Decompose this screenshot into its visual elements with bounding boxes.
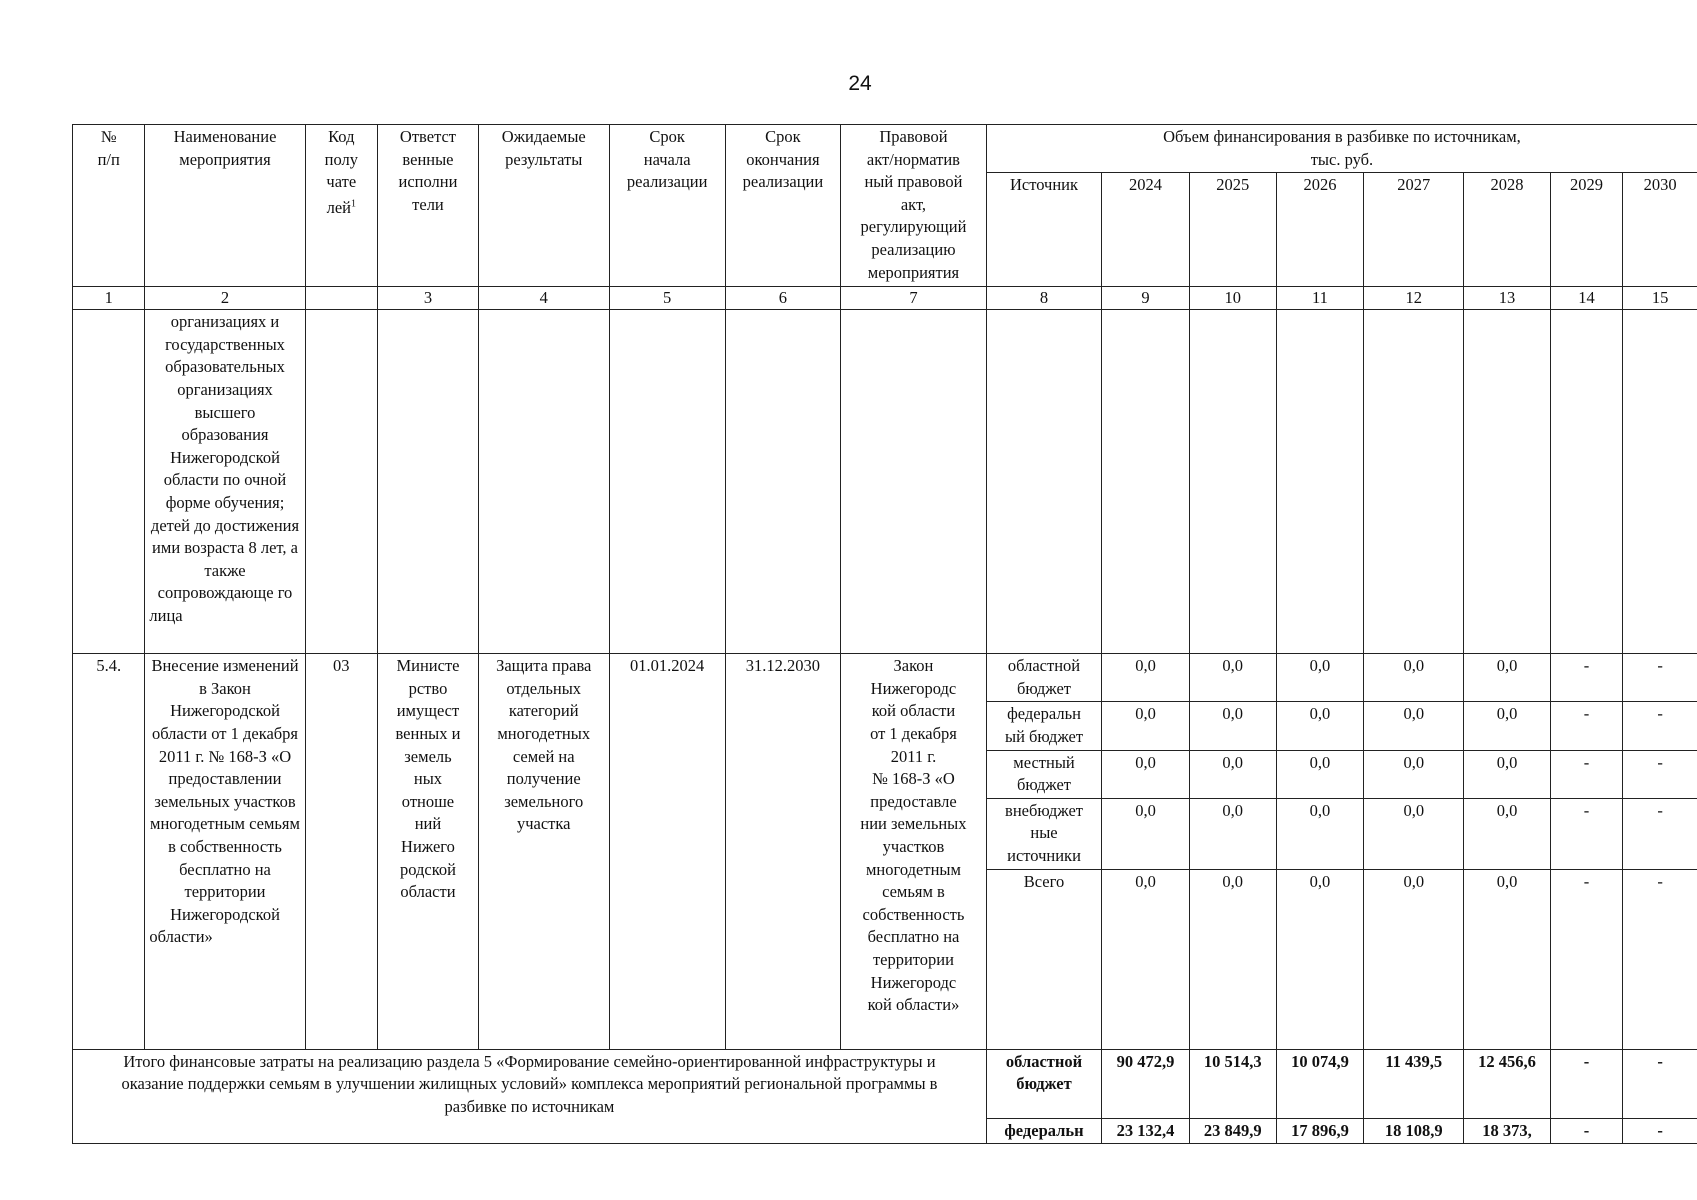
index-cell — [305, 287, 377, 310]
totals-value-cell: 23 132,4 — [1102, 1118, 1190, 1144]
header-responsible: Ответст венные исполни тели — [378, 125, 479, 287]
activity-source-row — [73, 654, 1697, 702]
totals-value-cell: - — [1550, 1049, 1622, 1118]
index-cell: 14 — [1550, 287, 1622, 310]
index-cell: 8 — [986, 287, 1101, 310]
index-cell: 3 — [378, 287, 479, 310]
value-cell: - — [1550, 750, 1622, 798]
activity-code: 03 — [305, 654, 377, 1049]
empty-cell — [1550, 310, 1622, 654]
activity-responsible: Министе рство имущест венных и земель ных отноше ний Нижего родской области — [378, 654, 479, 1049]
value-cell: - — [1550, 869, 1622, 1049]
totals-value-cell: 17 896,9 — [1276, 1118, 1364, 1144]
totals-label: Итого финансовые затраты на реализацию раздела 5 «Формирование семейно-ориентированной инфраструктуры и оказание поддержки семьям в улучшении жилищных условий» комплекса мероприятий региональной программы в разбивке по источникам — [73, 1049, 987, 1144]
header-year: 2029 — [1550, 173, 1622, 287]
header-code — [305, 125, 377, 287]
totals-source-cell: областной бюджет — [986, 1049, 1101, 1118]
value-cell: - — [1623, 654, 1697, 702]
index-cell: 9 — [1102, 287, 1190, 310]
value-cell: 0,0 — [1189, 750, 1276, 798]
header-year: 2030 — [1623, 173, 1697, 287]
empty-cell — [1623, 310, 1697, 654]
totals-row — [73, 1049, 1697, 1118]
header-name: Наименование мероприятия — [145, 125, 305, 287]
empty-cell — [986, 310, 1101, 654]
source-cell: местный бюджет — [986, 750, 1101, 798]
empty-cell — [609, 310, 725, 654]
value-cell: 0,0 — [1276, 750, 1364, 798]
value-cell: 0,0 — [1102, 869, 1190, 1049]
value-cell: 0,0 — [1276, 798, 1364, 869]
header-number: № п/п — [73, 125, 145, 287]
value-cell: 0,0 — [1276, 702, 1364, 750]
header-funding: Объем финансирования в разбивке по источникам, тыс. руб. — [986, 125, 1697, 173]
value-cell: 0,0 — [1464, 654, 1551, 702]
empty-cell — [1276, 310, 1364, 654]
value-cell: 0,0 — [1464, 869, 1551, 1049]
totals-value-cell: 18 108,9 — [1364, 1118, 1464, 1144]
activity-name: Внесение изменений в Закон Нижегородской области от 1 декабря 2011 г. № 168-З «О предоставлении земельных участков многодетным семьям в собственность бесплатно на территории Нижегородской области» — [145, 654, 305, 1049]
index-cell: 15 — [1623, 287, 1697, 310]
value-cell: 0,0 — [1364, 798, 1464, 869]
source-cell: внебюджет ные источники — [986, 798, 1101, 869]
empty-cell — [73, 310, 145, 654]
value-cell: 0,0 — [1464, 750, 1551, 798]
index-cell: 1 — [73, 287, 145, 310]
index-cell: 5 — [609, 287, 725, 310]
header-start: Срок начала реализации — [609, 125, 725, 287]
value-cell: - — [1550, 654, 1622, 702]
source-cell: областной бюджет — [986, 654, 1101, 702]
totals-value-cell: 12 456,6 — [1464, 1049, 1551, 1118]
index-cell: 6 — [725, 287, 840, 310]
empty-cell — [1364, 310, 1464, 654]
empty-cell — [378, 310, 479, 654]
value-cell: - — [1623, 750, 1697, 798]
continuation-row — [73, 310, 1697, 654]
index-cell: 4 — [478, 287, 609, 310]
financing-table — [72, 124, 1697, 1144]
value-cell: 0,0 — [1464, 798, 1551, 869]
header-year: 2025 — [1189, 173, 1276, 287]
value-cell: 0,0 — [1102, 750, 1190, 798]
index-cell: 13 — [1464, 287, 1551, 310]
totals-source-cell: федеральн — [986, 1118, 1101, 1144]
value-cell: 0,0 — [1276, 654, 1364, 702]
empty-cell — [1464, 310, 1551, 654]
value-cell: 0,0 — [1189, 654, 1276, 702]
index-cell: 10 — [1189, 287, 1276, 310]
header-year: 2027 — [1364, 173, 1464, 287]
value-cell: 0,0 — [1102, 702, 1190, 750]
activity-expected: Защита права отдельных категорий многодетных семей на получение земельного участка — [478, 654, 609, 1049]
totals-value-cell: 10 514,3 — [1189, 1049, 1276, 1118]
value-cell: 0,0 — [1189, 702, 1276, 750]
value-cell: - — [1623, 869, 1697, 1049]
value-cell: 0,0 — [1189, 869, 1276, 1049]
totals-value-cell: 18 373, — [1464, 1118, 1551, 1144]
empty-cell — [478, 310, 609, 654]
activity-end: 31.12.2030 — [725, 654, 840, 1049]
value-cell: 0,0 — [1102, 798, 1190, 869]
totals-value-cell: - — [1550, 1118, 1622, 1144]
activity-number: 5.4. — [73, 654, 145, 1049]
totals-value-cell: 90 472,9 — [1102, 1049, 1190, 1118]
value-cell: 0,0 — [1276, 869, 1364, 1049]
index-cell: 12 — [1364, 287, 1464, 310]
header-year: 2024 — [1102, 173, 1190, 287]
value-cell: - — [1550, 798, 1622, 869]
source-cell: Всего — [986, 869, 1101, 1049]
source-cell: федеральн ый бюджет — [986, 702, 1101, 750]
empty-cell — [305, 310, 377, 654]
value-cell: - — [1623, 702, 1697, 750]
index-cell: 11 — [1276, 287, 1364, 310]
totals-value-cell: 10 074,9 — [1276, 1049, 1364, 1118]
value-cell: 0,0 — [1364, 750, 1464, 798]
header-source: Источник — [986, 173, 1101, 287]
totals-value-cell: - — [1623, 1049, 1697, 1118]
header-code-text: Код полу чате лей$^1$ — [324, 127, 358, 218]
value-cell: 0,0 — [1364, 702, 1464, 750]
continuation-name: организациях и государственных образовательных организациях высшего образования Нижегородской области по очной форме обучения; детей до достижения ими возраста 8 лет, а также сопровождающе го лица — [145, 310, 305, 654]
empty-cell — [1102, 310, 1190, 654]
totals-value-cell: 23 849,9 — [1189, 1118, 1276, 1144]
page-number: 24 — [848, 72, 872, 95]
empty-cell — [841, 310, 987, 654]
index-cell: 7 — [841, 287, 987, 310]
activity-legal-act: Закон Нижегородс кой области от 1 декабря 2011 г. № 168-З «О предоставле нии земельных участков многодетным семьям в собственность бесплатно на территории Нижегородс кой области» — [841, 654, 987, 1049]
totals-value-cell: 11 439,5 — [1364, 1049, 1464, 1118]
value-cell: 0,0 — [1364, 869, 1464, 1049]
value-cell: 0,0 — [1464, 702, 1551, 750]
header-end: Срок окончания реализации — [725, 125, 840, 287]
value-cell: 0,0 — [1189, 798, 1276, 869]
value-cell: - — [1550, 702, 1622, 750]
header-year: 2028 — [1464, 173, 1551, 287]
activity-start: 01.01.2024 — [609, 654, 725, 1049]
header-row-1 — [73, 125, 1697, 173]
index-row — [73, 287, 1697, 310]
index-cell: 2 — [145, 287, 305, 310]
header-legal-act: Правовой акт/норматив ный правовой акт, регулирующий реализацию мероприятия — [841, 125, 987, 287]
totals-value-cell: - — [1623, 1118, 1697, 1144]
header-expected: Ожидаемые результаты — [478, 125, 609, 287]
value-cell: 0,0 — [1102, 654, 1190, 702]
value-cell: - — [1623, 798, 1697, 869]
empty-cell — [725, 310, 840, 654]
empty-cell — [1189, 310, 1276, 654]
value-cell: 0,0 — [1364, 654, 1464, 702]
header-year: 2026 — [1276, 173, 1364, 287]
